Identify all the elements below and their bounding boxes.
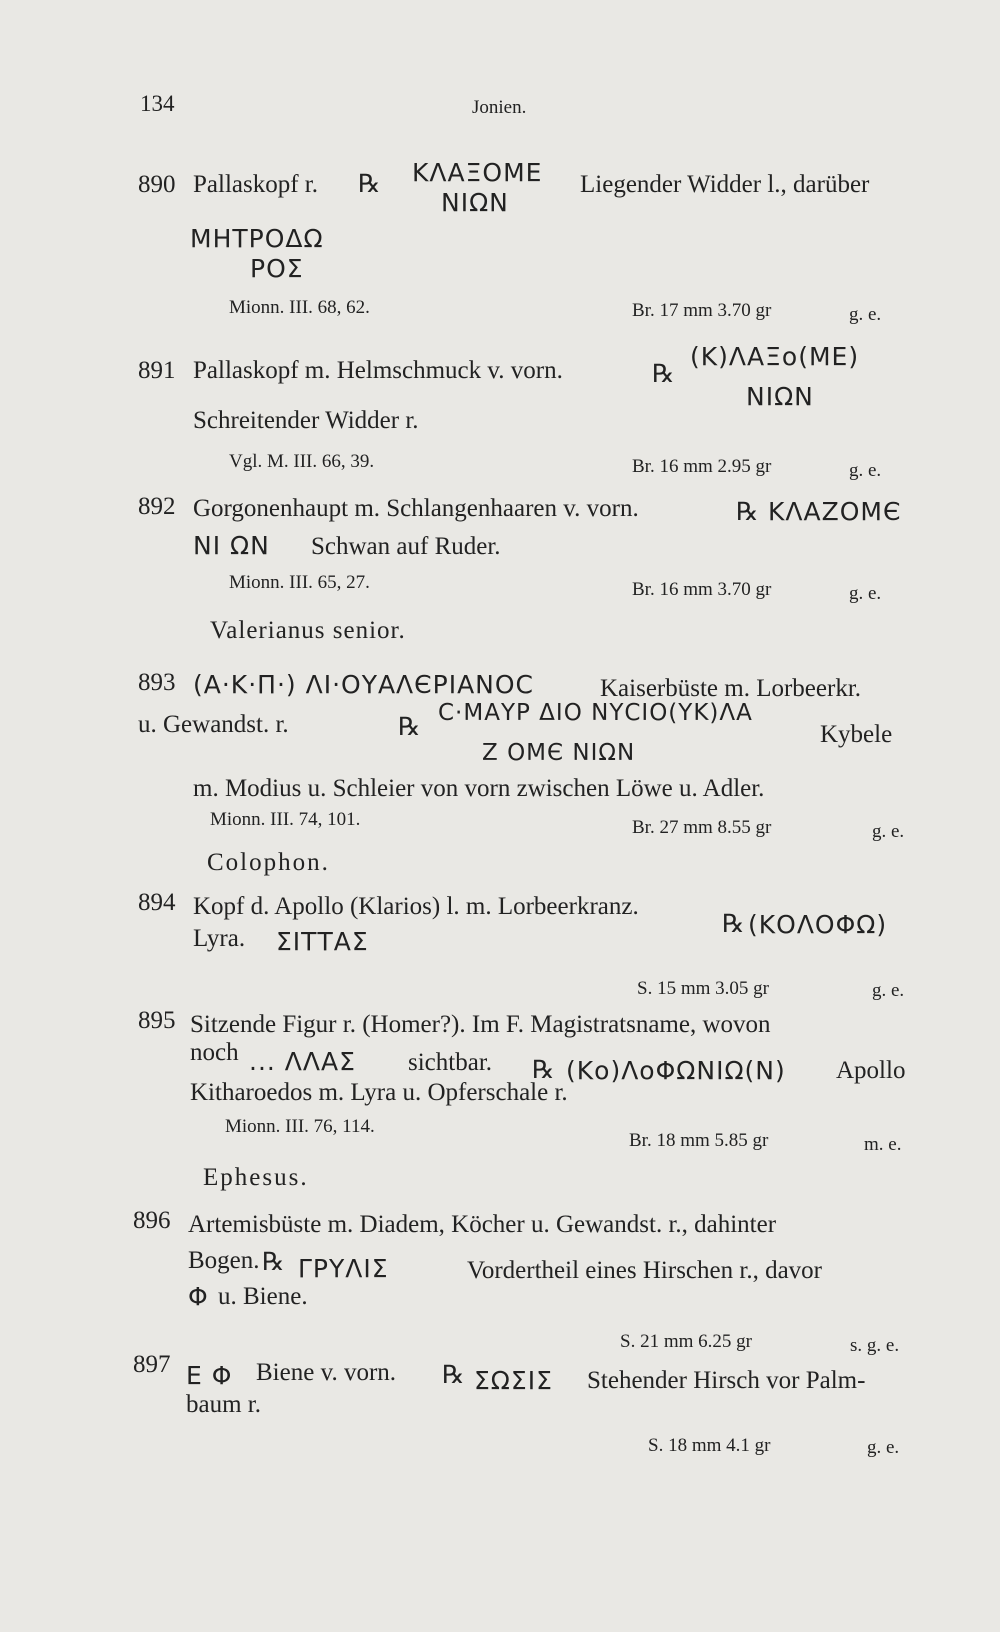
measurements: Br. 17 mm 3.70 gr	[632, 300, 772, 321]
condition: g. e.	[849, 304, 882, 325]
obverse-description: Pallaskopf m. Helmschmuck v. vorn.	[193, 357, 563, 384]
page-number: 134	[140, 91, 175, 116]
entry-number: 892	[138, 493, 176, 520]
condition: g. e.	[872, 821, 905, 842]
reverse-legend-line1: ΚΛΑΖΟΜЄ	[768, 497, 902, 526]
reference: Mionn. III. 74, 101.	[210, 809, 361, 830]
section-heading-valerianus: Valerianus senior.	[210, 617, 406, 644]
magistrate-legend-line2: ΡΟΣ	[250, 254, 304, 283]
obverse-description: Artemisbüste m. Diadem, Köcher u. Gewandst. r., dahinter	[188, 1211, 777, 1238]
reverse-description: Apollo	[836, 1057, 906, 1084]
measurements: S. 21 mm 6.25 gr	[620, 1331, 752, 1352]
reverse-symbol: ℞	[358, 171, 381, 198]
measurements: Br. 18 mm 5.85 gr	[629, 1130, 769, 1151]
reference: Mionn. III. 76, 114.	[225, 1116, 375, 1137]
condition: g. e.	[867, 1437, 900, 1458]
reverse-legend-line1: ΚΛΑΞΟΜΕ	[412, 158, 543, 187]
reverse-symbol: ℞	[736, 499, 759, 526]
reverse-symbol: ℞	[722, 911, 745, 938]
symbol-legend: Φ	[188, 1282, 209, 1311]
measurements: S. 18 mm 4.1 gr	[648, 1435, 771, 1456]
obverse-legend: (Α·Κ·Π·) ΛΙ·ΟΥΑΛЄΡΙΑΝΟϹ	[193, 670, 535, 699]
obverse-description-end: sichtbar.	[408, 1049, 493, 1076]
reverse-legend-line1: (Κ)ΛΑΞο(ΜΕ)	[690, 342, 860, 371]
reverse-description: Kybele	[820, 721, 893, 748]
obverse-description: Biene v. vorn.	[256, 1359, 397, 1386]
reference: Vgl. M. III. 66, 39.	[229, 451, 375, 472]
condition: g. e.	[849, 583, 882, 604]
measurements: Br. 27 mm 8.55 gr	[632, 817, 772, 838]
section-heading-ephesus: Ephesus.	[203, 1164, 309, 1191]
entry-number: 894	[138, 889, 176, 916]
obverse-description-cont: Bogen.	[188, 1247, 260, 1274]
condition: g. e.	[849, 460, 882, 481]
obverse-legend: Ε Φ	[186, 1361, 233, 1390]
condition: s. g. e.	[850, 1335, 900, 1356]
reverse-description: Lyra.	[193, 925, 246, 952]
obverse-description: Pallaskopf r.	[193, 171, 318, 198]
measurements: S. 15 mm 3.05 gr	[637, 978, 769, 999]
reverse-legend-line2: ΝΙΩΝ	[746, 382, 814, 411]
condition: g. e.	[872, 980, 905, 1001]
entry-number: 893	[138, 669, 176, 696]
entry-number: 890	[138, 171, 176, 198]
obverse-description-cont: noch	[190, 1039, 239, 1066]
reverse-legend-line2: ΝΙ ΩΝ	[193, 531, 270, 560]
reverse-description: Stehender Hirsch vor Palm-	[587, 1367, 866, 1394]
entry-number: 896	[133, 1207, 171, 1234]
entry-number: 891	[138, 357, 176, 384]
reverse-legend: (Κο)ΛοΦΩΝΙΩ(Ν)	[566, 1056, 786, 1085]
reverse-description: Vordertheil eines Hirschen r., davor	[467, 1257, 822, 1284]
magistrate-legend: ... ΛΛΑΣ	[249, 1047, 356, 1076]
obverse-description-cont: u. Gewandst. r.	[138, 711, 289, 738]
reference: Mionn. III. 65, 27.	[229, 572, 370, 593]
reverse-description-cont: u. Biene.	[218, 1283, 308, 1310]
reverse-description: Liegender Widder l., darüber	[580, 171, 870, 198]
section-heading-colophon: Colophon.	[207, 849, 330, 876]
condition: m. e.	[864, 1134, 902, 1155]
reverse-description-cont: Kitharoedos m. Lyra u. Opferschale r.	[190, 1079, 568, 1106]
entry-number: 897	[133, 1351, 171, 1378]
reverse-symbol: ℞	[442, 1362, 465, 1389]
obverse-description: Kaiserbüste m. Lorbeerkr.	[600, 675, 862, 702]
running-title: Jonien.	[472, 97, 527, 118]
reverse-legend: ΓΡΥΛΙΣ	[298, 1254, 389, 1283]
obverse-description: Gorgonenhaupt m. Schlangenhaaren v. vorn.	[193, 495, 639, 522]
reverse-description: Schwan auf Ruder.	[311, 533, 501, 560]
measurements: Br. 16 mm 3.70 gr	[632, 579, 772, 600]
measurements: Br. 16 mm 2.95 gr	[632, 456, 772, 477]
reverse-legend: ΣΩΣΙΣ	[474, 1366, 553, 1395]
reverse-legend-line1: C·ΜΑΥΡ ΔΙΟ ΝΥϹΙΟ(ΥΚ)ΛΑ	[438, 700, 753, 726]
reverse-legend-line2: Ζ ΟΜЄ ΝΙΩΝ	[482, 740, 636, 766]
obverse-description: Sitzende Figur r. (Homer?). Im F. Magistratsname, wovon	[190, 1011, 771, 1038]
obverse-description: Kopf d. Apollo (Klarios) l. m. Lorbeerkranz.	[193, 893, 639, 920]
reverse-legend: (ΚΟΛΟΦΩ)	[748, 910, 888, 939]
reverse-symbol: ℞	[652, 361, 675, 388]
reverse-description-cont: m. Modius u. Schleier von vorn zwischen Löwe u. Adler.	[193, 775, 765, 802]
magistrate-legend: ΣΙΤΤΑΣ	[276, 927, 369, 956]
entry-number: 895	[138, 1007, 176, 1034]
reference: Mionn. III. 68, 62.	[229, 297, 370, 318]
magistrate-legend-line1: ΜΗΤΡΟΔΩ	[190, 224, 324, 253]
reverse-legend-line2: ΝΙΩΝ	[441, 188, 509, 217]
reverse-symbol: ℞	[398, 714, 421, 741]
reverse-description: Schreitender Widder r.	[193, 407, 419, 434]
reverse-symbol: ℞	[262, 1249, 285, 1276]
reverse-description-cont: baum r.	[186, 1391, 261, 1418]
reverse-symbol: ℞	[532, 1057, 555, 1084]
